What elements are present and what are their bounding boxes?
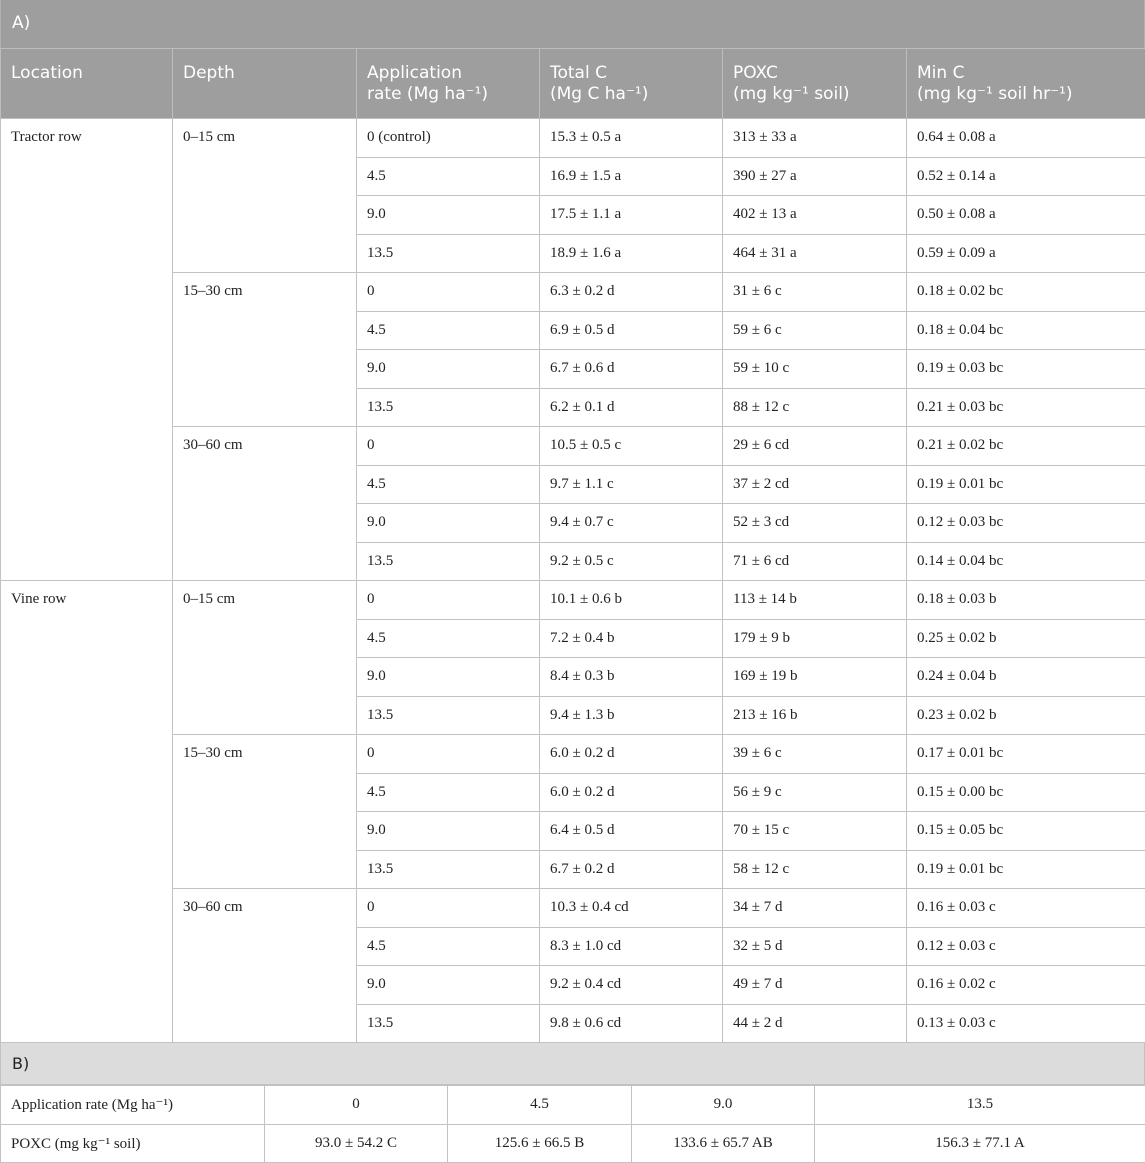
table-row <box>1 1124 1145 1163</box>
poxc-cell: 402 ± 13 a <box>723 196 907 235</box>
poxc-cell: 313 ± 33 a <box>723 119 907 158</box>
min-c-cell: 0.64 ± 0.08 a <box>907 119 1145 158</box>
application-rate-cell: 0 (control) <box>357 119 540 158</box>
header-poxc: POXC (mg kg⁻¹ soil) <box>723 49 907 119</box>
value-cell: 4.5 <box>448 1086 632 1125</box>
min-c-cell: 0.18 ± 0.02 bc <box>907 273 1145 312</box>
section-a-table <box>0 48 1145 1043</box>
application-rate-cell: 13.5 <box>357 850 540 889</box>
section-b-title: B) <box>0 1043 1145 1085</box>
row-label-cell: POXC (mg kg⁻¹ soil) <box>1 1124 265 1163</box>
application-rate-cell: 4.5 <box>357 773 540 812</box>
min-c-cell: 0.15 ± 0.00 bc <box>907 773 1145 812</box>
min-c-cell: 0.18 ± 0.04 bc <box>907 311 1145 350</box>
depth-cell: 15–30 cm <box>173 273 357 427</box>
poxc-cell: 37 ± 2 cd <box>723 465 907 504</box>
section-b-table <box>0 1085 1145 1163</box>
total-c-cell: 15.3 ± 0.5 a <box>540 119 723 158</box>
min-c-cell: 0.23 ± 0.02 b <box>907 696 1145 735</box>
min-c-cell: 0.14 ± 0.04 bc <box>907 542 1145 581</box>
application-rate-cell: 0 <box>357 889 540 928</box>
application-rate-cell: 9.0 <box>357 658 540 697</box>
application-rate-cell: 4.5 <box>357 157 540 196</box>
total-c-cell: 6.3 ± 0.2 d <box>540 273 723 312</box>
poxc-cell: 39 ± 6 c <box>723 735 907 774</box>
poxc-cell: 88 ± 12 c <box>723 388 907 427</box>
total-c-cell: 7.2 ± 0.4 b <box>540 619 723 658</box>
header-location: Location <box>1 49 173 119</box>
total-c-cell: 16.9 ± 1.5 a <box>540 157 723 196</box>
section-b-body <box>1 1086 1145 1163</box>
total-c-cell: 9.2 ± 0.5 c <box>540 542 723 581</box>
application-rate-cell: 9.0 <box>357 504 540 543</box>
poxc-cell: 59 ± 10 c <box>723 350 907 389</box>
min-c-cell: 0.24 ± 0.04 b <box>907 658 1145 697</box>
total-c-cell: 6.7 ± 0.2 d <box>540 850 723 889</box>
poxc-cell: 58 ± 12 c <box>723 850 907 889</box>
table-row <box>1 889 1145 928</box>
table-row <box>1 735 1145 774</box>
min-c-cell: 0.59 ± 0.09 a <box>907 234 1145 273</box>
min-c-cell: 0.17 ± 0.01 bc <box>907 735 1145 774</box>
application-rate-cell: 4.5 <box>357 465 540 504</box>
total-c-cell: 8.3 ± 1.0 cd <box>540 927 723 966</box>
value-cell: 133.6 ± 65.7 AB <box>632 1124 815 1163</box>
poxc-cell: 31 ± 6 c <box>723 273 907 312</box>
total-c-cell: 6.0 ± 0.2 d <box>540 773 723 812</box>
poxc-cell: 169 ± 19 b <box>723 658 907 697</box>
application-rate-cell: 13.5 <box>357 542 540 581</box>
depth-cell: 0–15 cm <box>173 581 357 735</box>
application-rate-cell: 4.5 <box>357 311 540 350</box>
application-rate-cell: 9.0 <box>357 350 540 389</box>
total-c-cell: 10.5 ± 0.5 c <box>540 427 723 466</box>
min-c-cell: 0.19 ± 0.01 bc <box>907 465 1145 504</box>
poxc-cell: 44 ± 2 d <box>723 1004 907 1043</box>
table-row <box>1 427 1145 466</box>
value-cell: 0 <box>265 1086 448 1125</box>
value-cell: 9.0 <box>632 1086 815 1125</box>
application-rate-cell: 0 <box>357 273 540 312</box>
total-c-cell: 9.4 ± 0.7 c <box>540 504 723 543</box>
application-rate-cell: 13.5 <box>357 696 540 735</box>
poxc-cell: 390 ± 27 a <box>723 157 907 196</box>
min-c-cell: 0.25 ± 0.02 b <box>907 619 1145 658</box>
poxc-cell: 52 ± 3 cd <box>723 504 907 543</box>
section-a-title: A) <box>0 0 1145 48</box>
application-rate-cell: 0 <box>357 581 540 620</box>
total-c-cell: 9.8 ± 0.6 cd <box>540 1004 723 1043</box>
total-c-cell: 6.2 ± 0.1 d <box>540 388 723 427</box>
poxc-cell: 71 ± 6 cd <box>723 542 907 581</box>
min-c-cell: 0.21 ± 0.02 bc <box>907 427 1145 466</box>
application-rate-cell: 13.5 <box>357 1004 540 1043</box>
min-c-cell: 0.18 ± 0.03 b <box>907 581 1145 620</box>
value-cell: 13.5 <box>815 1086 1145 1125</box>
header-total-c: Total C (Mg C ha⁻¹) <box>540 49 723 119</box>
total-c-cell: 18.9 ± 1.6 a <box>540 234 723 273</box>
min-c-cell: 0.12 ± 0.03 c <box>907 927 1145 966</box>
min-c-cell: 0.50 ± 0.08 a <box>907 196 1145 235</box>
header-min-c: Min C (mg kg⁻¹ soil hr⁻¹) <box>907 49 1145 119</box>
total-c-cell: 17.5 ± 1.1 a <box>540 196 723 235</box>
application-rate-cell: 9.0 <box>357 196 540 235</box>
total-c-cell: 9.4 ± 1.3 b <box>540 696 723 735</box>
poxc-cell: 464 ± 31 a <box>723 234 907 273</box>
poxc-cell: 179 ± 9 b <box>723 619 907 658</box>
depth-cell: 15–30 cm <box>173 735 357 889</box>
min-c-cell: 0.13 ± 0.03 c <box>907 1004 1145 1043</box>
poxc-cell: 32 ± 5 d <box>723 927 907 966</box>
poxc-cell: 70 ± 15 c <box>723 812 907 851</box>
poxc-cell: 213 ± 16 b <box>723 696 907 735</box>
total-c-cell: 6.9 ± 0.5 d <box>540 311 723 350</box>
table-row <box>1 119 1145 158</box>
depth-cell: 30–60 cm <box>173 427 357 581</box>
poxc-cell: 29 ± 6 cd <box>723 427 907 466</box>
application-rate-cell: 4.5 <box>357 927 540 966</box>
value-cell: 93.0 ± 54.2 C <box>265 1124 448 1163</box>
header-depth: Depth <box>173 49 357 119</box>
total-c-cell: 9.2 ± 0.4 cd <box>540 966 723 1005</box>
min-c-cell: 0.16 ± 0.02 c <box>907 966 1145 1005</box>
depth-cell: 30–60 cm <box>173 889 357 1043</box>
application-rate-cell: 9.0 <box>357 812 540 851</box>
min-c-cell: 0.15 ± 0.05 bc <box>907 812 1145 851</box>
header-application-rate: Application rate (Mg ha⁻¹) <box>357 49 540 119</box>
table-row <box>1 581 1145 620</box>
min-c-cell: 0.19 ± 0.03 bc <box>907 350 1145 389</box>
value-cell: 125.6 ± 66.5 B <box>448 1124 632 1163</box>
table-row <box>1 273 1145 312</box>
application-rate-cell: 13.5 <box>357 234 540 273</box>
poxc-cell: 113 ± 14 b <box>723 581 907 620</box>
value-cell: 156.3 ± 77.1 A <box>815 1124 1145 1163</box>
application-rate-cell: 0 <box>357 427 540 466</box>
min-c-cell: 0.12 ± 0.03 bc <box>907 504 1145 543</box>
section-a-body <box>1 119 1145 1043</box>
total-c-cell: 8.4 ± 0.3 b <box>540 658 723 697</box>
total-c-cell: 6.7 ± 0.6 d <box>540 350 723 389</box>
total-c-cell: 6.4 ± 0.5 d <box>540 812 723 851</box>
location-cell: Vine row <box>1 581 173 1043</box>
min-c-cell: 0.19 ± 0.01 bc <box>907 850 1145 889</box>
poxc-cell: 34 ± 7 d <box>723 889 907 928</box>
min-c-cell: 0.21 ± 0.03 bc <box>907 388 1145 427</box>
row-label-cell: Application rate (Mg ha⁻¹) <box>1 1086 265 1125</box>
application-rate-cell: 13.5 <box>357 388 540 427</box>
total-c-cell: 10.1 ± 0.6 b <box>540 581 723 620</box>
total-c-cell: 9.7 ± 1.1 c <box>540 465 723 504</box>
total-c-cell: 6.0 ± 0.2 d <box>540 735 723 774</box>
application-rate-cell: 4.5 <box>357 619 540 658</box>
application-rate-cell: 9.0 <box>357 966 540 1005</box>
location-cell: Tractor row <box>1 119 173 581</box>
section-a-header-row <box>1 49 1145 119</box>
total-c-cell: 10.3 ± 0.4 cd <box>540 889 723 928</box>
poxc-cell: 49 ± 7 d <box>723 966 907 1005</box>
application-rate-cell: 0 <box>357 735 540 774</box>
poxc-cell: 56 ± 9 c <box>723 773 907 812</box>
depth-cell: 0–15 cm <box>173 119 357 273</box>
poxc-cell: 59 ± 6 c <box>723 311 907 350</box>
table-row <box>1 1086 1145 1125</box>
min-c-cell: 0.52 ± 0.14 a <box>907 157 1145 196</box>
min-c-cell: 0.16 ± 0.03 c <box>907 889 1145 928</box>
